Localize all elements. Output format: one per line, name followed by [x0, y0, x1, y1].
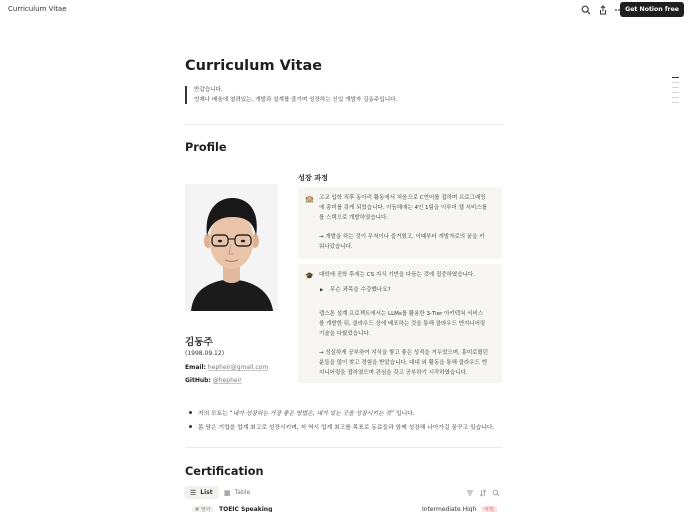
toggle-label: 무슨 과목을 수강했나요?: [330, 287, 391, 293]
callout-text: → 개발을 하는 것이 무척이나 즐거웠고, 이때부터 개발자로의 꿈을 키: [319, 234, 485, 240]
graduation-cap-icon: 🎓: [305, 272, 314, 280]
github-row: [185, 377, 242, 384]
divider: [185, 447, 503, 448]
email-link[interactable]: hepheir@gmail.com: [207, 364, 269, 371]
callout-text: 캡스톤 설계 프로젝트에서는 LLMs를 활용한 3-Tier 아키텍쳐 서비스: [319, 311, 484, 317]
toggle-courses[interactable]: [320, 285, 391, 293]
database-view-bar: [184, 486, 504, 500]
profile-photo: [185, 184, 278, 311]
top-bar: [0, 0, 688, 20]
callout-text: 분들을 많이 찾고 경험을 받았습니다. 대내 외 활동을 통해 클라우드 엔: [319, 360, 487, 366]
bullet-item: [198, 422, 494, 431]
email-label: Email:: [185, 364, 206, 371]
callout-text: 를 개발한 뒤, 클라우드 상에 배포하는 것을 통해 클라우드 엔지니어링: [319, 321, 486, 327]
row-title[interactable]: TOEIC Speaking: [219, 506, 273, 512]
tab-label: List: [200, 489, 213, 496]
table-of-contents[interactable]: [672, 77, 679, 107]
callout-text: 워나갔습니다.: [319, 244, 353, 250]
tab-list[interactable]: [184, 486, 219, 499]
quote-line: 언제나 배움에 열려있는, 개발과 설계를 즐기며 성장하는 신입 개발자 김동주입니다.: [194, 96, 398, 103]
callout-text: 지니어링을 접하였으며 관심을 갖고 공부하기 시작하였습니다.: [319, 370, 468, 376]
share-icon[interactable]: [597, 4, 609, 16]
profile-name: 김동주: [185, 337, 213, 348]
callout-text: 고교 입학 직후 동아리 활동에서 처음으로 C언어를 접하며 프로그래밍: [319, 195, 486, 201]
search-icon[interactable]: [580, 4, 592, 16]
page-title: Curriculum Vitae: [185, 58, 323, 74]
divider: [185, 124, 503, 125]
certification-heading: Certification: [185, 465, 264, 478]
tab-label: Table: [234, 489, 251, 496]
filter-icon[interactable]: [463, 486, 477, 499]
status-badge: 어학: [481, 506, 497, 512]
breadcrumb-title[interactable]: Curriculum Vitae: [8, 5, 67, 13]
table-icon: ▦: [224, 488, 231, 497]
callout-text: 대학에 진학 후에는 CS 지식 기반을 다듬는 것에 집중하였습니다.: [319, 272, 475, 278]
email-row: [185, 364, 268, 371]
growth-heading: 성장 과정: [298, 173, 328, 182]
callout-university: [298, 264, 502, 383]
sort-icon[interactable]: [476, 486, 490, 499]
github-link[interactable]: @hepheir: [212, 377, 242, 384]
toggle-triangle-icon[interactable]: ▶: [320, 288, 324, 293]
bullet-text: 저의 모토는 “: [198, 411, 233, 417]
callout-text: 기술을 다뤘었습니다.: [319, 331, 371, 337]
callout-text: 를 스택으로 개발하였습니다.: [319, 215, 389, 221]
callout-text: 에 흥미를 갖게 되었습니다. 이듬해에는 4인 1팀을 이루어 웹 서비스를: [319, 205, 487, 211]
intro-quote: [185, 86, 505, 104]
list-item[interactable]: [185, 505, 503, 512]
callout-highschool: [298, 187, 502, 259]
birth-date: (1998.09.12): [185, 350, 225, 357]
callout-text: → 성실하게 공부하여 지식을 쌓고 좋은 성적을 거두었으며, 흥미로웠던: [319, 350, 489, 356]
motto-text: 내가 성장하는 가장 좋은 방법은, 내가 있는 곳을 성장시키는 것: [232, 411, 392, 417]
bullet-text: ” 입니다.: [391, 411, 415, 417]
tab-table[interactable]: [218, 486, 256, 499]
tag-badge: # 영어: [192, 506, 213, 512]
search-icon[interactable]: [489, 486, 503, 499]
row-level: Intermediate High: [422, 506, 477, 512]
github-label: GitHub:: [185, 377, 211, 384]
list-icon: ☰: [190, 488, 197, 497]
bullet-item: [198, 408, 415, 417]
bullet-text: 몸 담은 기업을 업계 최고로 성장시키며, 저 역시 업계 최고를 목표로 동료들과 함께 성장해 나아가길 꿈꾸고 있습니다.: [198, 425, 495, 431]
school-icon: 🏫: [305, 195, 314, 203]
profile-heading: Profile: [185, 141, 227, 154]
quote-line: 반갑습니다,: [194, 87, 223, 93]
get-notion-free-button[interactable]: Get Notion free: [620, 2, 684, 17]
